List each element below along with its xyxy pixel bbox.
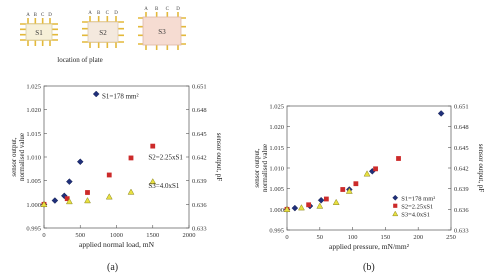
y-tick-label: 1.005 <box>269 186 284 194</box>
x-axis-label: applied pressure, mN/mm² <box>329 242 409 251</box>
plate-column-letter: D <box>176 7 180 12</box>
y2-tick-label: 0.648 <box>192 107 207 115</box>
plate-column-letter: B <box>33 13 38 18</box>
plate-column-letter: A <box>88 11 92 16</box>
series-diamond <box>41 159 83 208</box>
plate-3 <box>138 7 186 52</box>
plate-drawing <box>138 4 186 52</box>
y-tick-label: 0.995 <box>269 227 284 235</box>
plate-1 <box>20 13 58 48</box>
y-tick-label: 1.000 <box>269 206 284 214</box>
data-point-square <box>373 166 378 171</box>
plate-column-letter: A <box>26 13 30 18</box>
x-tick-label: 500 <box>75 232 86 239</box>
y2-tick-label: 0.648 <box>454 124 469 132</box>
data-point-triangle <box>393 211 398 216</box>
y2-tick-label: 0.633 <box>192 225 207 233</box>
y-axis-label-line: normalised value <box>18 132 26 182</box>
data-point-square <box>107 173 112 178</box>
panel-label-a: (a) <box>107 262 119 273</box>
y-axis-label <box>253 144 269 192</box>
data-point-triangle <box>317 203 323 208</box>
plate-2 <box>82 11 124 50</box>
y-tick-label: 1.015 <box>26 130 41 138</box>
plate-caption: location of plate <box>57 56 103 64</box>
x-tick-label: 1500 <box>146 232 160 239</box>
data-point-square <box>306 202 311 207</box>
data-point-square <box>340 187 345 192</box>
plate-diagram <box>10 4 190 66</box>
data-point-triangle <box>298 205 304 210</box>
data-point-diamond <box>66 179 72 185</box>
y-tick-label: 1.010 <box>269 165 284 173</box>
y2-tick-label: 0.651 <box>192 83 207 91</box>
legend-entry: S3=4.0xS1 <box>401 211 431 219</box>
plate-name: S2 <box>99 29 107 37</box>
data-point-triangle <box>128 189 134 194</box>
annotation-label: S2=2.25xS1 <box>148 153 183 162</box>
y-tick-label: 1.025 <box>26 83 41 91</box>
series-square <box>285 156 401 212</box>
y-tick-label: 1.020 <box>26 107 41 115</box>
data-point-diamond <box>93 91 99 97</box>
y2-tick-label: 0.636 <box>454 206 469 214</box>
data-point-diamond <box>292 205 298 211</box>
y-tick-label: 1.025 <box>269 103 284 111</box>
plate-column-letter: B <box>154 7 159 12</box>
series-triangle <box>284 171 370 212</box>
data-point-diamond <box>77 159 83 165</box>
y2-tick-label: 0.633 <box>454 227 469 235</box>
data-point-square <box>129 156 134 161</box>
plate-name: S1 <box>35 29 43 37</box>
y2-tick-label: 0.639 <box>192 178 207 186</box>
y2-tick-label: 0.651 <box>454 103 469 111</box>
data-point-square <box>353 181 358 186</box>
y2-tick-label: 0.636 <box>192 201 207 209</box>
data-point-square <box>85 190 90 195</box>
data-point-diamond <box>318 197 324 203</box>
y-axis-label-line: normalised value <box>261 143 269 193</box>
plate-drawing <box>20 10 58 48</box>
y2-axis-label: sensor output, pF <box>477 143 485 193</box>
data-point-diamond <box>52 198 58 204</box>
chart-a-svg <box>0 72 240 272</box>
data-point-triangle <box>85 198 91 203</box>
legend-entry: S2=2.25xS1 <box>401 203 434 211</box>
y2-tick-label: 0.645 <box>454 144 469 152</box>
data-point-square <box>393 204 397 208</box>
y-tick-label: 1.005 <box>26 178 41 186</box>
y-tick-label: 1.000 <box>26 201 41 209</box>
series-triangle <box>41 179 156 207</box>
x-tick-label: 250 <box>446 234 456 241</box>
x-tick-label: 0 <box>285 234 289 241</box>
x-axis-label: applied normal load, mN <box>79 240 154 249</box>
data-point-square <box>324 197 329 202</box>
plate-column-letter: D <box>114 11 118 16</box>
y-tick-label: 1.010 <box>26 154 41 162</box>
data-point-diamond <box>438 110 444 116</box>
data-point-triangle <box>106 194 112 199</box>
y-axis-label <box>10 133 26 181</box>
panel-label-b: (b) <box>363 262 375 273</box>
annotation-label: S3=4.0xS1 <box>148 181 180 190</box>
data-point-diamond <box>393 195 398 200</box>
y-axis-label-line: sensor output, <box>253 148 261 188</box>
data-point-square <box>150 144 155 149</box>
y-tick-label: 0.995 <box>26 225 41 233</box>
data-point-triangle <box>333 199 339 204</box>
y2-axis-label: sensor output, pF <box>215 132 223 182</box>
plate-drawing <box>82 8 124 50</box>
plate-column-letter: C <box>105 11 110 16</box>
chart-b <box>245 100 486 272</box>
plate-column-letter: C <box>165 7 170 12</box>
y2-tick-label: 0.639 <box>454 186 469 194</box>
x-tick-label: 2000 <box>182 232 196 239</box>
y2-tick-label: 0.645 <box>192 130 207 138</box>
chart-a <box>0 72 240 272</box>
chart-b-svg <box>245 100 486 272</box>
plate-column-letter: C <box>40 13 45 18</box>
x-tick-label: 200 <box>413 234 424 241</box>
plate-column-letter: A <box>144 7 148 12</box>
legend-entry: S1=178 mm² <box>401 195 436 203</box>
y-axis-label-line: sensor output, <box>10 137 18 177</box>
plate-name: S3 <box>158 28 166 36</box>
plate-column-letter: B <box>96 11 101 16</box>
y2-tick-label: 0.642 <box>192 154 207 162</box>
y-tick-label: 1.015 <box>269 144 284 152</box>
x-tick-label: 1000 <box>110 232 123 239</box>
annotation-label: S1=178 mm² <box>102 92 139 101</box>
data-point-triangle <box>364 171 370 176</box>
data-point-square <box>396 156 401 161</box>
x-tick-label: 150 <box>380 234 391 241</box>
x-tick-label: 100 <box>347 234 358 241</box>
y-tick-label: 1.020 <box>269 124 284 132</box>
x-tick-label: 50 <box>316 234 324 241</box>
series-square <box>42 144 156 207</box>
y2-tick-label: 0.642 <box>454 165 469 173</box>
plate-column-letter: D <box>48 13 52 18</box>
x-tick-label: 0 <box>42 232 46 239</box>
